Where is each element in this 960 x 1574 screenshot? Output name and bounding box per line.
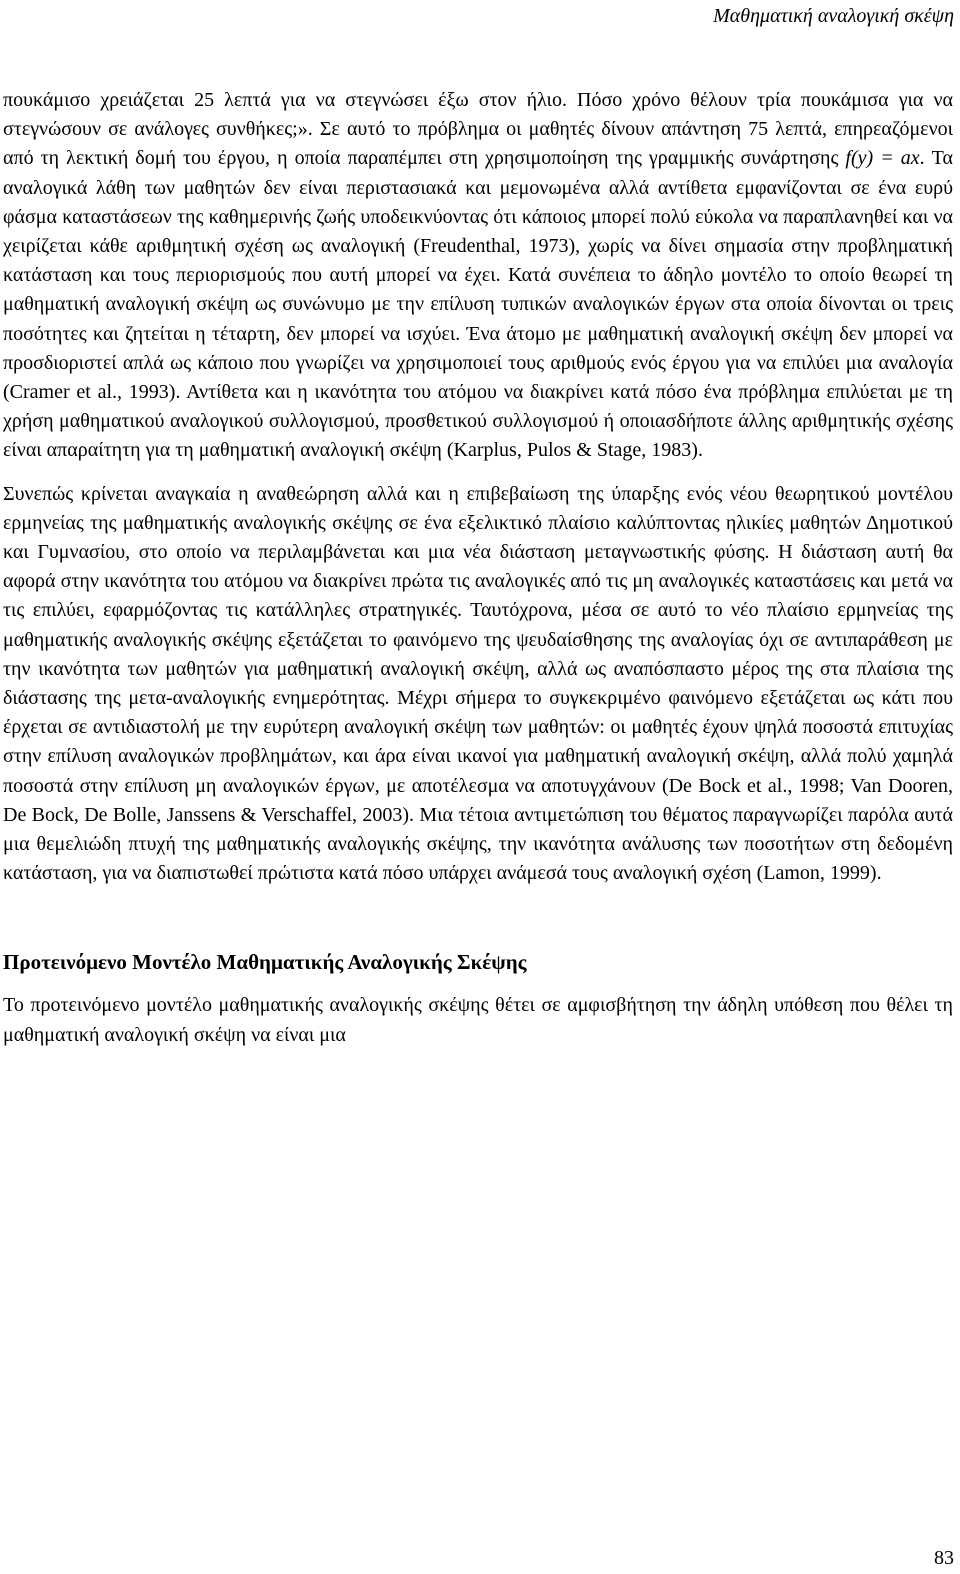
section-heading: Προτεινόμενο Μοντέλο Μαθηματικής Αναλογικής Σκέψης bbox=[3, 950, 527, 975]
math-formula: f(y) = ax bbox=[845, 147, 920, 170]
body-paragraph: Το προτεινόμενο μοντέλο μαθηματικής αναλογικής σκέψης θέτει σε αμφισβήτηση την άδηλη υπόθεση που θέλει τη μαθηματική αναλογική σκέψη να είναι μια bbox=[3, 994, 953, 1046]
paragraph-text: . Τα αναλογικά λάθη των μαθητών δεν είναι περιστασιακά και μεμονωμένα αλλά αντίθετα εμφανίζονται σε ένα ευρύ φάσμα καταστάσεων της καθημερινής ζωής υποδεικνύοντας ότι κάποιος μπορεί πολύ εύκολα να παραπλανηθεί και να χειρίζεται κάθε αριθμητική σχέση ως αναλογική (Freudenthal, 1973), χωρίς να δίνει σημασία στην προβληματική κατάσταση και τους περιορισμούς που αυτή μπορεί να έχει. Κατά συνέπεια το άδηλο μοντέλο το οποίο θεωρεί τη μαθηματική αναλογική σκέψη ως συνώνυμο με την επίλυση τυπικών αναλογικών έργων στα οποία δίνονται οι τρεις ποσότητες και ζητείται η τέταρτη, δεν μπορεί να ισχύει. Ένα άτομο με μαθηματική αναλογική σκέψη δεν μπορεί να προσδιοριστεί απλά ως κάποιο που γνωρίζει να χρησιμοποιεί τους αριθμούς ενός έργου για να επιλύει μια αναλογία (Cramer et al., 1993). Αντίθετα και η ικανότητα του ατόμου να διακρίνει κατά πόσο ένα πρόβλημα επιλύεται με τη χρήση μαθηματικού αναλογικού συλλογισμού, προσθετικού συλλογισμού ή οποιασδήποτε άλλης αριθμητικής σχέσης είναι απαραίτητη για τη μαθηματική αναλογική σκέψη (Karplus, Pulos & Stage, 1983). bbox=[3, 147, 953, 462]
page-number: 83 bbox=[934, 1547, 954, 1569]
paragraph-text: πουκάμισο χρειάζεται 25 λεπτά για να στεγνώσει έξω στον ήλιο. Πόσο χρόνο θέλουν τρία πουκάμισα για να στεγνώσουν σε ανάλογες συνθήκες;». Σε αυτό το πρόβλημα οι μαθητές δίνουν απάντηση 75 λεπτά, επηρεαζόμενοι από τη λεκτική δομή του έργου, η οποία παραπέμπει στη χρησιμοποίηση της γραμμικής συνάρτησης bbox=[3, 89, 953, 170]
body-paragraph: Συνεπώς κρίνεται αναγκαία η αναθεώρηση αλλά και η επιβεβαίωση της ύπαρξης ενός νέου θεωρητικού μοντέλου ερμηνείας της μαθηματικής αναλογικής σκέψης σε ένα εξελικτικό πλαίσιο καλύπτοντας ηλικίες μαθητών Δημοτικού και Γυμνασίου, στο οποίο να περιλαμβάνεται και μια νέα διάσταση μεταγνωστικής φύσης. Η διάσταση αυτή θα αφορά στην ικανότητα του ατόμου να διακρίνει πρώτα τις αναλογικές από τις μη αναλογικές καταστάσεις και μετά να τις επιλύει, εφαρμόζοντας τις κατάλληλες στρατηγικές. Ταυτόχρονα, μέσα σε αυτό το νέο πλαίσιο ερμηνείας της μαθηματικής αναλογικής σκέψης εξετάζεται το φαινόμενο της ψευδαίσθησης της αναλογίας όχι σε αντιπαράθεση με την ικανότητα των μαθητών για μαθηματική αναλογική σκέψη, αλλά ως αναπόσπαστο μέρος της στα πλαίσια της διάστασης της μετα-αναλογικής ενημερότητας. Μέχρι σήμερα το συγκεκριμένο φαινόμενο εξετάζεται ως κάτι που έρχεται σε αντιδιαστολή με την ευρύτερη αναλογική σκέψη των μαθητών: οι μαθητές έχουν ψηλά ποσοστά επιτυχίας στην επίλυση αναλογικών προβλημάτων, και άρα είναι ικανοί για μαθηματική αναλογική σκέψη, αλλά πολύ χαμηλά ποσοστά στην επίλυση μη αναλογικών έργων, με αποτέλεσμα να αποτυγχάνουν (De Bock et al., 1998; Van Dooren, De Bock, De Bolle, Janssens & Verschaffel, 2003). Μια τέτοια αντιμετώπιση του θέματος παραγνωρίζει παρόλα αυτά μια θεμελιώδη πτυχή της μαθηματικής αναλογικής σκέψης, την ικανότητα ανάλυσης των ποσοτήτων στη δεδομένη κατάσταση, για να διαπιστωθεί πρώτιστα κατά πόσο υπάρχει ανάμεσά τους αναλογική σχέση (Lamon, 1999). bbox=[3, 482, 953, 885]
body-paragraph bbox=[3, 86, 953, 466]
document-body bbox=[3, 86, 953, 1050]
running-header: Μαθηματική αναλογική σκέψη bbox=[713, 5, 954, 27]
